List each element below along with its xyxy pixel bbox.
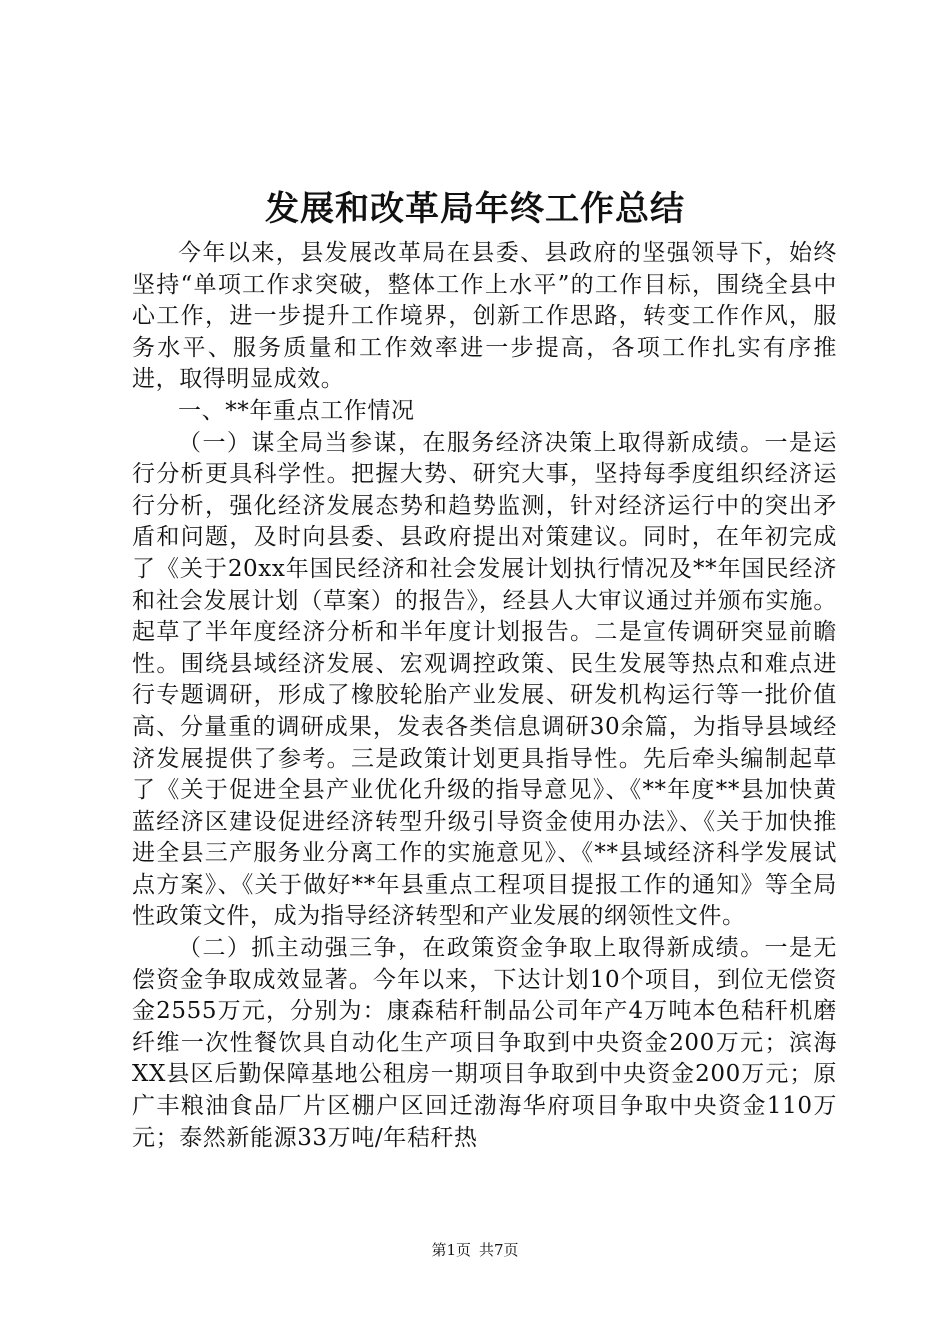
page-number: 第1页 <box>431 1241 471 1259</box>
section-heading: 一、**年重点工作情况 <box>178 397 415 424</box>
page-footer <box>0 1240 950 1260</box>
document-body <box>132 238 837 1154</box>
page-total: 共7页 <box>479 1241 519 1259</box>
paragraph-intro: 今年以来，县发展改革局在县委、县政府的坚强领导下，始终坚持“单项工作求突破，整体工作上水平”的工作目标，围绕全县中心工作，进一步提升工作境界，创新工作思路，转变工作作风，服务水平、服务质量和工作效率进一步提高，各项工作扎实有序推进，取得明显成效。 <box>132 240 837 393</box>
paragraph-section-2: （二）抓主动强三争，在政策资金争取上取得新成绩。一是无偿资金争取成效显著。今年以来，下达计划10个项目，到位无偿资金2555万元，分别为：康森秸秆制品公司年产4万吨本色秸秆机磨纤维一次性餐饮具自动化生产项目争取到中央资金200万元；滨海XX县区后勤保障基地公租房一期项目争取到中央资金200万元；原广丰粮油食品厂片区棚户区回迁渤海华府项目争取中央资金110万元；泰然新能源33万吨/年秸秆热 <box>132 935 837 1151</box>
document-title: 发展和改革局年终工作总结 <box>265 189 685 229</box>
paragraph-section-1: （一）谋全局当参谋，在服务经济决策上取得新成绩。一是运行分析更具科学性。把握大势、研究大事，坚持每季度组织经济运行分析，强化经济发展态势和趋势监测，针对经济运行中的突出矛盾和问题，及时向县委、县政府提出对策建议。同时，在年初完成了《关于20xx年国民经济和社会发展计划执行情况及**年国民经济和社会发展计划（草案）的报告》，经县人大审议通过并颁布实施。起草了半年度经济分析和半年度计划报告。二是宣传调研突显前瞻性。围绕县域经济发展、宏观调控政策、民生发展等热点和难点进行专题调研，形成了橡胶轮胎产业发展、研发机构运行等一批价值高、分量重的调研成果，发表各类信息调研30余篇，为指导县域经济发展提供了参考。三是政策计划更具指导性。先后牵头编制起草了《关于促进全县产业优化升级的指导意见》、《**年度**县加快黄蓝经济区建设促进经济转型升级引导资金使用办法》、《关于加快推进全县三产服务业分离工作的实施意见》、《**县域经济科学发展试点方案》、《关于做好**年县重点工程项目提报工作的通知》等全局性政策文件，成为指导经济转型和产业发展的纲领性文件。 <box>132 429 837 930</box>
